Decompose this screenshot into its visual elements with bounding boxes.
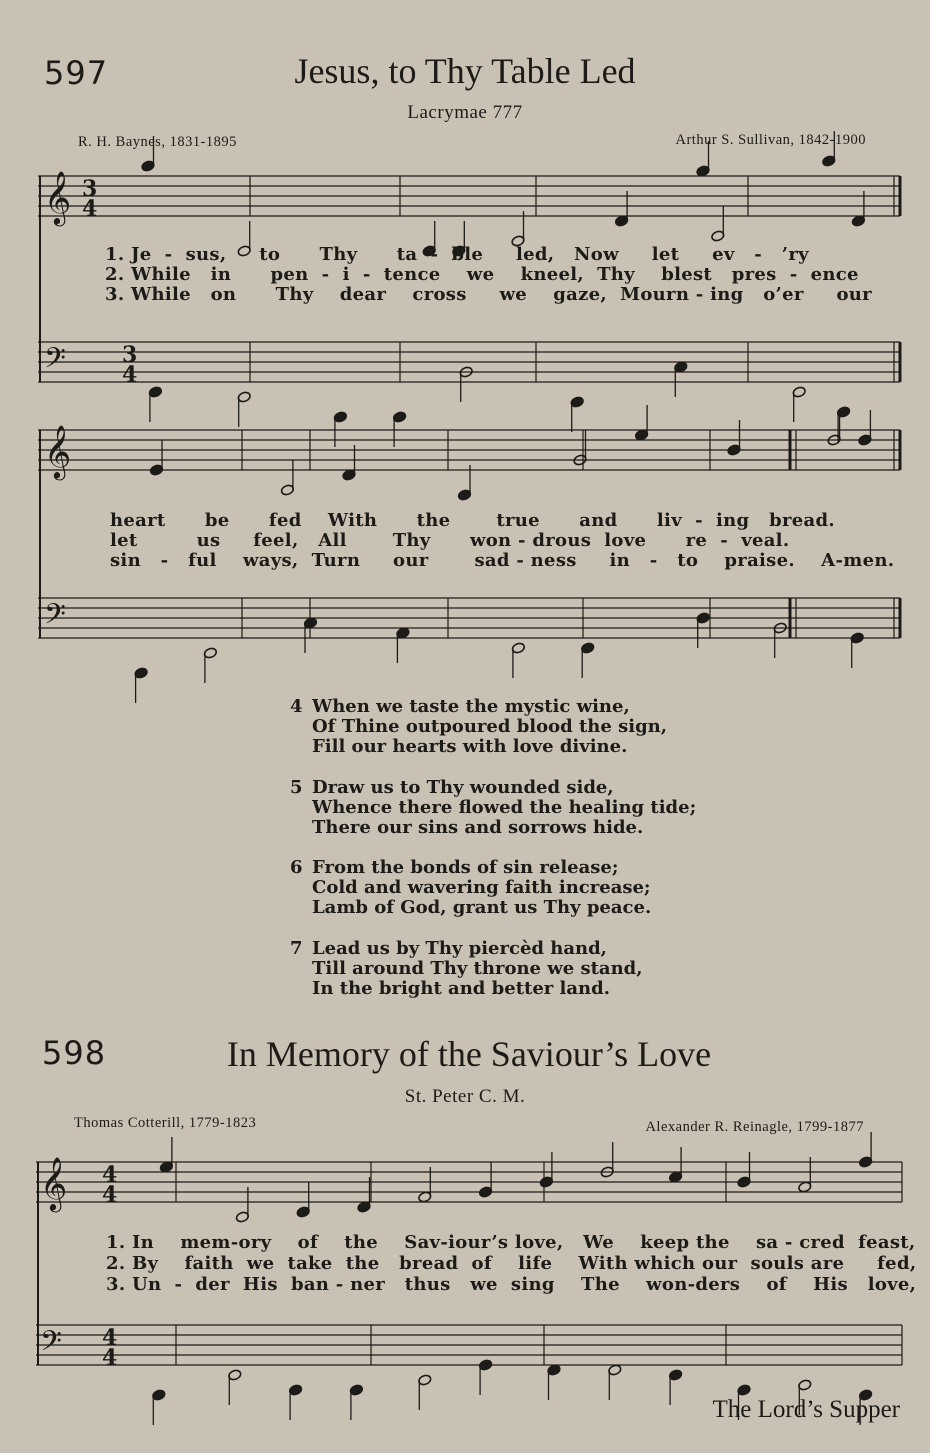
lyric-line-598-1-v2: 2. By faith we take the bread of life With which our souls are fed, bbox=[106, 1253, 917, 1274]
hymn-number-597: 597 bbox=[44, 54, 109, 92]
svg-text:4: 4 bbox=[82, 196, 98, 222]
svg-text:3: 3 bbox=[122, 342, 138, 368]
svg-text:3: 3 bbox=[82, 176, 98, 202]
lyric-line-597-1-v3: 3. While on Thy dear cross we gaze, Mourn - ing o’er our bbox=[105, 284, 872, 305]
lyric-line-597-2-v3: sin - ful ways, Turn our sad - ness in - to praise. A-men. bbox=[110, 550, 895, 571]
verse-7 bbox=[290, 939, 710, 999]
svg-text:4: 4 bbox=[102, 1345, 118, 1371]
author-credit-597: R. H. Baynes, 1831-1895 bbox=[78, 134, 237, 150]
verse-number: 6 bbox=[290, 857, 303, 878]
bass-clef-icon: 𝄢 bbox=[40, 1325, 62, 1365]
verse-line: Cold and wavering faith increase; bbox=[312, 877, 651, 898]
treble-clef-icon: 𝄞 bbox=[40, 1156, 68, 1210]
lyric-line-597-2-v1: heart be fed With the true and liv - ing bread. bbox=[110, 510, 835, 531]
verse-line: From the bonds of sin release; bbox=[312, 857, 619, 878]
verse-5 bbox=[290, 778, 710, 838]
bass-clef-icon: 𝄢 bbox=[44, 342, 66, 382]
lyric-line-597-1-v1: 1. Je - sus, to Thy ta - ble led, Now let ev - ’ry bbox=[105, 244, 809, 265]
verse-line: Whence there flowed the healing tide; bbox=[312, 797, 697, 818]
tune-name-598: St. Peter C. M. bbox=[404, 1086, 526, 1107]
verse-line: Draw us to Thy wounded side, bbox=[312, 777, 614, 798]
section-footer: The Lord’s Supper bbox=[712, 1396, 900, 1423]
lyric-line-597-2-v2: let us feel, All Thy won - drous love re - veal. bbox=[110, 530, 790, 551]
lyric-line-598-1-v3: 3. Un - der His ban - ner thus we sing The won-ders of His love, bbox=[106, 1274, 917, 1295]
verse-6 bbox=[290, 858, 710, 918]
hymn-title-598: In Memory of the Saviour’s Love bbox=[226, 1034, 712, 1074]
verse-line: Lead us by Thy piercèd hand, bbox=[312, 938, 607, 959]
melody-notes-597-2 bbox=[149, 405, 872, 501]
verse-number: 7 bbox=[290, 938, 303, 959]
svg-text:4: 4 bbox=[102, 1162, 118, 1188]
verse-number: 5 bbox=[290, 777, 303, 798]
treble-clef-icon: 𝄞 bbox=[44, 170, 72, 224]
composer-credit-598: Alexander R. Reinagle, 1799-1877 bbox=[645, 1119, 864, 1135]
verse-line: Fill our hearts with love divine. bbox=[312, 736, 628, 757]
verse-number: 4 bbox=[290, 696, 303, 717]
verse-line: When we taste the mystic wine, bbox=[312, 696, 630, 717]
verse-line: Lamb of God, grant us Thy peace. bbox=[312, 897, 652, 918]
author-credit-598: Thomas Cotterill, 1779-1823 bbox=[74, 1115, 257, 1131]
verse-line: Of Thine outpoured blood the sign, bbox=[312, 716, 668, 737]
svg-text:4: 4 bbox=[122, 362, 138, 388]
treble-clef-icon: 𝄞 bbox=[44, 424, 72, 478]
svg-text:4: 4 bbox=[102, 1182, 118, 1208]
tune-name-597: Lacrymae 777 bbox=[407, 102, 523, 123]
melody-notes-598-1 bbox=[159, 1132, 872, 1223]
verse-line: Till around Thy throne we stand, bbox=[312, 958, 643, 979]
hymn-title-597: Jesus, to Thy Table Led bbox=[294, 51, 636, 91]
verse-line: In the bright and better land. bbox=[312, 978, 610, 999]
verse-line: There our sins and sorrows hide. bbox=[312, 817, 644, 838]
verse-4 bbox=[290, 697, 710, 757]
hymn-number-598: 598 bbox=[42, 1034, 107, 1072]
lyric-line-598-1-v1: 1. In mem-ory of the Sav-iour’s love, We keep the sa - cred feast, bbox=[106, 1232, 916, 1253]
lyric-line-597-1-v2: 2. While in pen - i - tence we kneel, Thy blest pres - ence bbox=[105, 264, 859, 285]
svg-text:4: 4 bbox=[102, 1325, 118, 1351]
composer-credit-597: Arthur S. Sullivan, 1842-1900 bbox=[675, 132, 866, 148]
bass-clef-icon: 𝄢 bbox=[44, 598, 66, 638]
bass-notes-597-2 bbox=[134, 612, 864, 703]
